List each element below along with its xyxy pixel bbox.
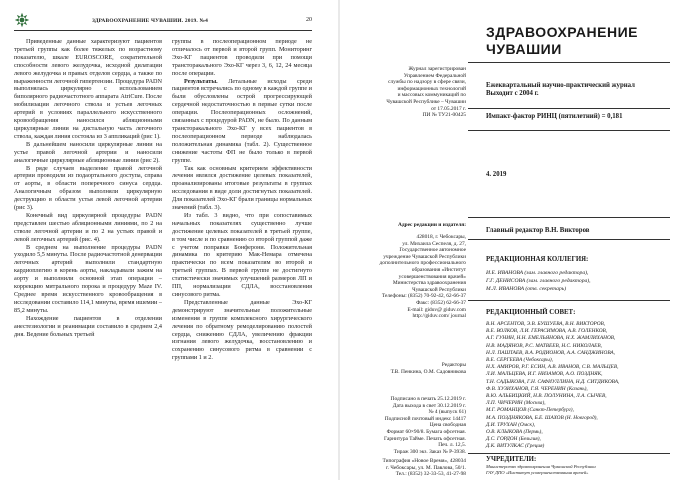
print-info-line: № 4 (выпуск 61) bbox=[428, 409, 466, 416]
paragraph-results bbox=[172, 78, 312, 165]
print-info-line: Формат 60×90/8. Бумага офсетная. bbox=[386, 428, 466, 435]
paragraph: В ряде случаев выделение правой легочной артерии проводили из подаортального доступа, справа от аорты, в области поперечного синуса сердца. Аналогичным образом выполняли циркулярную деструкцию в области устья левой легочной артерии (рис 3). bbox=[14, 164, 162, 212]
paragraph: В среднем на выполнение процедуры PADN уходило 5,5 минуты. После радиочастотной денервации легочных артерий выполнили стандартную кардиоплегию в корень аорты, накладывали зажим на аорту и выполнили основной этап операции – коррекцию митрального порока и процедуру Maze IV. Среднее время искусственного кровообращения в исследовании составило 114,1 минуты, время ишемии – 85,2 минуты. bbox=[14, 243, 162, 314]
council-member: В.Е. СЕРГЕЕВА (Чебоксары), bbox=[486, 357, 553, 364]
council-member: М.А. ПОЗДНЯКОВА, Б.Е. ШАХОВ (Н. Новгород), bbox=[486, 414, 598, 421]
print-info-line: Дата выхода в свет 30.12.2019 г. bbox=[392, 402, 466, 409]
address-line: учреждение Чувашской Республики bbox=[383, 253, 466, 260]
council-member: Л.П. ЧИЧЕРИН (Москва), bbox=[486, 400, 546, 407]
board-member: И.Е. ИВАНОВА (зам. главного редактора), bbox=[486, 270, 589, 276]
printer-line: Типография «Новое Время», 428034 bbox=[382, 458, 466, 464]
results-text: Летальные исходы среди пациентов встречались по одному в каждой группе и были обусловлены острой прогрессирующей сердечной недостаточностью в первые сутки после операции. Послеоперационных осложнений, связанных с процедурой PADN, не было. По данным трансторакального Эхо-КГ у всех пациентов в послеоперационном периоде наблюдалась положительная динамика (табл. 2). Существенное снижение частоты ФП не было только в первой группе. bbox=[172, 77, 312, 164]
journal-logo-icon bbox=[14, 12, 30, 28]
address-line: 428018, г. Чебоксары, bbox=[416, 234, 466, 240]
print-info-block bbox=[342, 396, 466, 455]
page-header bbox=[14, 14, 312, 31]
publication-info bbox=[342, 66, 466, 478]
divider bbox=[468, 130, 670, 131]
council-member: Д.И. ТРУХАН (Омск), bbox=[486, 421, 536, 428]
print-info-line: Гарнитура Тайме. Печать офсетная. bbox=[384, 435, 466, 442]
address-line: http://giduv.com/ journal bbox=[412, 313, 466, 320]
divider bbox=[468, 62, 670, 63]
article-column-1 bbox=[14, 38, 162, 338]
founder-line: Министерство здравоохранения Чувашской Республики bbox=[486, 464, 596, 469]
address-line: Факс: (8352) 62-66-37 bbox=[416, 299, 466, 306]
registration-line: Журнал зарегистрирован bbox=[408, 66, 466, 72]
council-member: В.Н. АРСЕНТОВ, Э.В. БУШУЕВА, В.Н. ВИКТОРОВ, bbox=[486, 321, 606, 327]
divider bbox=[468, 300, 670, 301]
paragraph: Приведенные данные характеризуют пациентов третьей группы как более тяжелых по возрастному показателю, шкале EUROSCORE, сократительной способности левого желудочка, исходной дилатации левого желудочка и правых отделов сердца, а также по выраженности легочной гипертензии. Процедура PADN выполнялась циркулярно с использованием биполярного радиочастотного аппарата AtriCure. После мобилизации легочного ствола и устьев легочных артерий в условиях параллельного искусственного кровообращения наносился абляционными циркулярные линии на дистальную часть легочного ствола, каждая линия состояла из 3 аппликаций (рис 1). bbox=[14, 38, 162, 140]
council-member: В.Ю. АЛЬБИЦКИЙ, Н.В. ПОЛУНИНА, Л.А. СЫЧЕВ, bbox=[486, 393, 607, 400]
council-member: Д.С. ГОРДОН (Бельгия), bbox=[486, 436, 541, 443]
paragraph: В дальнейшем наносили циркулярные линии на устье правой легочной артерии и наносили аналогичные циркулярные абляционные линии (рис 2). bbox=[14, 140, 162, 164]
results-label: Результаты. bbox=[184, 77, 218, 85]
subtitle-line: Выходит с 2004 г. bbox=[486, 90, 539, 98]
address-line: дополнительного профессионального bbox=[379, 260, 466, 267]
divider bbox=[468, 108, 670, 109]
divider bbox=[468, 453, 670, 454]
chief-editor: Главный редактор В.Н. Викторов bbox=[486, 227, 590, 234]
council-members bbox=[486, 321, 672, 451]
address-line: Чувашской Республики bbox=[412, 286, 466, 293]
registration-line: информационных технологий bbox=[397, 85, 466, 92]
council-member: Т.Н. САДЫКОВА, Г.Н. САФИУЛЛИНА, Н.Д. СИТДИКОВА, bbox=[486, 378, 620, 385]
registration-line: от 17.05.2017 г. bbox=[431, 105, 466, 112]
paragraph: Из табл. 3 видно, что при сопоставимых начальных показателях существенно лучше достижение целевых показателей в третьей группе, в том числе и по сравнению со второй группой даже с учетом поправки Бонферони. Положительная динамика по критерию Мак-Немара отмечена практически по всем показателям во второй и третьей группах. В первой группе не достигнуто статистически значимых улучшений размеров ЛП и ПП, нормализации СДЛА, восстановления синусового ритма. bbox=[172, 211, 312, 298]
founder-line: ГАУ ДПО «Институт усовершенствования врачей» bbox=[486, 469, 589, 475]
journal-running-title: ЗДРАВООХРАНЕНИЕ ЧУВАШИИ. 2019. №4 bbox=[92, 18, 209, 24]
print-info-line: Печ. л. 12,5. bbox=[438, 442, 466, 449]
council-member: Н.Х. АМИРОВ, Р.Г. ЕСИН, А.В. ИВАНОВ, С.В. МАЛЬЦЕВ, bbox=[486, 364, 619, 371]
paragraph: Так как основным критерием эффективности лечения являлся достижение целевых показателей, проанализированы итоговые результаты в группах исследования в виде доли достигнутых показателей. Для показателей Эхо-КГ брали границы нормальных значений (табл. 3). bbox=[172, 164, 312, 212]
address-line: ул. Михаила Сеспеля, д. 27, bbox=[402, 240, 466, 247]
page-number: 20 bbox=[306, 17, 312, 23]
council-member: М.Г. РОМАНЦОВ (Санкт-Петербург), bbox=[486, 407, 574, 414]
print-info-line: Тираж 300 экз. Заказ № Р-3938. bbox=[393, 448, 466, 455]
paragraph: Конечный вид циркулярной процедуры PADN представлен шестью абляционными линиями, по 2 на стволе легочной артерии и по 2 на устьях правой и левой легочных артерий (рис. 4). bbox=[14, 211, 162, 243]
address-line: усовершенствования врачей» bbox=[398, 273, 466, 280]
issue-number: 4. 2019 bbox=[486, 171, 507, 178]
address-line: образования «Институт bbox=[411, 266, 466, 273]
printer-block bbox=[342, 458, 466, 478]
founders-list bbox=[486, 464, 672, 475]
address-label: Адрес редакции и издателя: bbox=[397, 222, 466, 228]
article-column-2 bbox=[172, 38, 312, 362]
divider bbox=[468, 239, 670, 240]
editors-names: Т.В. Пенкина, О.М. Садовникова bbox=[390, 369, 466, 375]
registration-line: Чувашской Республике – Чувашии bbox=[386, 98, 466, 105]
board-title: РЕДАКЦИОННАЯ КОЛЛЕГИЯ: bbox=[486, 256, 589, 263]
editors-label: Редакторы bbox=[441, 362, 466, 368]
divider bbox=[468, 217, 670, 218]
registration-block bbox=[342, 66, 466, 119]
council-member: А.Г. ГУНИН, Н.Н. ЕМЕЛЬЯНОВА, Н.Х. ЖАМЛИХАНОВ, bbox=[486, 335, 616, 342]
council-member: Л.И. МАЛЬЦЕВА, И.Г. НИЗАМОВ, А.О. ПОЗДНЯК, bbox=[486, 371, 603, 378]
right-page bbox=[340, 0, 678, 480]
impact-factor: Импакт-фактор РИНЦ (пятилетний) = 0,181 bbox=[486, 113, 623, 120]
printer-line: г. Чебоксары, ул. М. Павлова, 50/1. bbox=[386, 464, 466, 471]
council-member: О.В. КЛЫКОВА (Пермь), bbox=[486, 429, 543, 436]
print-info-line: Цена свободная bbox=[429, 422, 466, 429]
board-member: Г.Г. ДЕНИСОВА (зам. главного редактора), bbox=[486, 277, 591, 284]
printer-line: Тел.: (8352) 32-33-53, 41-27-98 bbox=[395, 471, 466, 478]
council-member: Д.К. ВИТУЛКАС (Греция) bbox=[486, 443, 545, 450]
board-member: М.Л. ИВАНОВА (отв. секретарь) bbox=[486, 285, 567, 292]
left-page bbox=[0, 0, 338, 480]
registration-line: Управлением Федеральной bbox=[403, 72, 466, 79]
council-member: Н.В. МАДЯНОВ, Р.С. МАТВЕЕВ, Н.С. НИКОЛАЕВ, bbox=[486, 342, 602, 349]
journal-subtitle bbox=[486, 82, 635, 98]
address-line: Министерства здравоохранения bbox=[392, 280, 466, 287]
council-title: РЕДАКЦИОННЫЙ СОВЕТ: bbox=[486, 309, 576, 316]
founders-title: УЧРЕДИТЕЛИ: bbox=[486, 456, 537, 463]
council-member: Ф.В. ХУЗИХАНОВ, Г.Я. ЧЕРЕНИН (Казань), bbox=[486, 385, 588, 392]
paragraph: группы в послеоперационном периоде не отличалось от первой и второй групп. Мониторинг Эхо-КГ пациентов проводили при помощи трансторакального Эхо-КГ через 3, 6, 12, 24 месяца после операции. bbox=[172, 38, 312, 77]
journal-title-line-2: ЧУВАШИИ bbox=[486, 41, 562, 57]
subtitle-line: Ежеквартальный научно-практический журнал bbox=[486, 82, 635, 89]
journal-title-line-1: ЗДРАВООХРАНЕНИЕ bbox=[486, 24, 638, 40]
print-info-line: Подписной почтовый индекс 14417 bbox=[384, 415, 466, 422]
address-line: Государственное автономное bbox=[399, 247, 466, 254]
board-members bbox=[486, 270, 672, 294]
address-line: E-mail: giduv@ giduv.com bbox=[407, 306, 466, 313]
print-info-line: Подписано в печать 25.12.2019 г. bbox=[390, 396, 466, 402]
council-member: Н.Л. ПАШТАЕВ, В.А. РОДИОНОВ, А.А. САНДЖИНОВА, bbox=[486, 349, 615, 356]
council-member: В.Е. ВОЛКОВ, Л.И. ГЕРАСИМОВА, А.В. ГОЛЕНКОВ, bbox=[486, 328, 608, 335]
registration-line: и массовых коммуникаций по bbox=[397, 92, 466, 99]
registration-line: службы по надзору в сфере связи, bbox=[388, 79, 466, 86]
address-block bbox=[342, 234, 466, 320]
paragraph: Нахождение пациентов в отделении анестезиологии и реанимации составило в среднем 2,4 дня. Ведение больных третьей bbox=[14, 314, 162, 338]
address-line: Телефоны: (8352) 70-92-42, 62-66-37 bbox=[381, 293, 466, 300]
paragraph: Представленные данные Эхо-КГ демонстрируют значительные положительные изменения в группе комплексного хирургического лечения по обратному ремоделированию полостей сердца, снижению СДЛА, увеличению фракции изгнания левого желудочка, восстановлению и сохранению синусового ритма в сравнении с группами 1 и 2. bbox=[172, 298, 312, 362]
registration-line: ПИ № ТУ21-00425 bbox=[422, 112, 466, 119]
